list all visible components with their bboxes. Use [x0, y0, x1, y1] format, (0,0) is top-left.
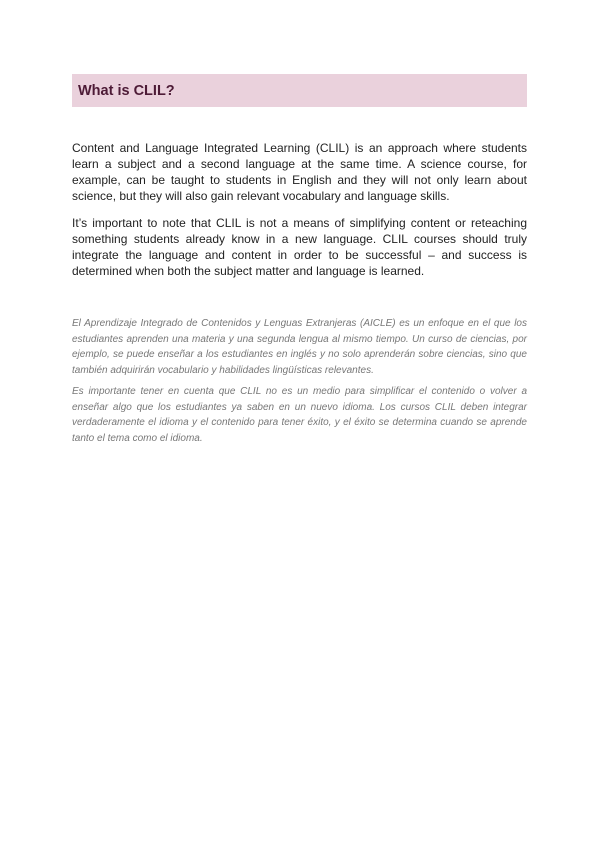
spanish-paragraph: Es importante tener en cuenta que CLIL no es un medio para simplificar el contenido o volver a enseñar algo que los estudiantes ya saben en un nuevo idioma. Los cursos CLIL deben integrar verdaderamente el idioma y el contenido para tener éxito, y el éxito se determina cuando se aprende tanto el tema como el idioma.: [72, 386, 527, 444]
section-title: What is CLIL?: [78, 82, 175, 99]
spanish-paragraph: El Aprendizaje Integrado de Contenidos y Lenguas Extranjeras (AICLE) es un enfoque en el que los estudiantes aprenden una materia y una segunda lengua al mismo tiempo. Un curso de ciencias, por ejemplo, se puede enseñar a los estudiantes en inglés y no solo aprenderán sobre ciencias, sino que también adquirirán vocabulario y habilidades lingüísticas relevantes.: [72, 318, 527, 376]
english-paragraph: It’s important to note that CLIL is not a means of simplifying content or reteaching something students already know in a new language. CLIL courses should truly integrate the language and content in order to be successful – and success is determined when both the subject matter and language is learned.: [72, 216, 527, 278]
english-paragraph: Content and Language Integrated Learning (CLIL) is an approach where students learn a subject and a second language at the same time. A science course, for example, can be taught to students in English and they will not only learn about science, but they will also gain relevant vocabulary and language skills.: [72, 141, 527, 203]
section-header: [72, 74, 527, 107]
spanish-translation: [72, 316, 527, 452]
english-text: [72, 140, 527, 290]
